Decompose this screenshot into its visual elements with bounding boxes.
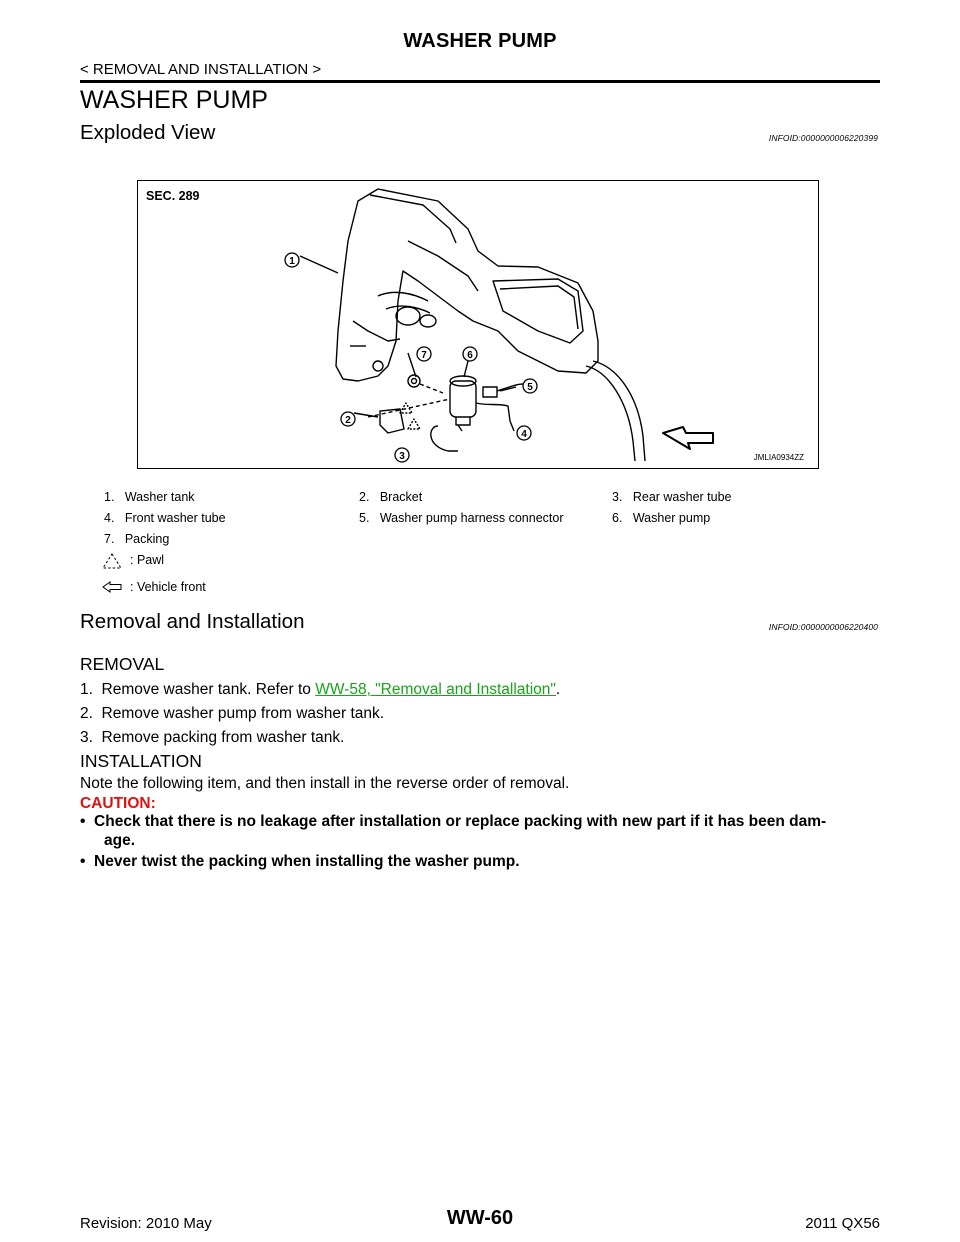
callout-1: 1 xyxy=(289,256,295,267)
footer-page-number: WW-60 xyxy=(446,1207,514,1229)
exploded-view-figure xyxy=(137,180,819,469)
pawl-symbol-icon xyxy=(101,552,123,570)
legend-vehicle-front: : Vehicle front xyxy=(130,580,206,594)
packing-shape xyxy=(408,375,420,387)
installation-note: Note the following item, and then install in the reverse order of removal. xyxy=(80,775,570,792)
callout-5: 5 xyxy=(527,382,533,393)
section-heading-exploded-view: Exploded View xyxy=(80,121,216,144)
callout-7: 7 xyxy=(421,350,427,361)
breadcrumb: < REMOVAL AND INSTALLATION > xyxy=(80,61,322,78)
harness-connector-shape xyxy=(483,387,497,397)
removal-step-3: 3. Remove packing from washer tank. xyxy=(80,729,345,746)
reference-link[interactable]: WW-58, "Removal and Installation" xyxy=(315,681,556,698)
footer-revision: Revision: 2010 May xyxy=(80,1215,212,1232)
caution-bullet-1-continuation: age. xyxy=(104,832,136,849)
removal-heading: REMOVAL xyxy=(80,654,165,674)
infoid-removal-installation: INFOID:0000000006220400 xyxy=(768,622,878,632)
infoid-exploded-view: INFOID:0000000006220399 xyxy=(768,133,878,143)
vehicle-front-symbol-icon xyxy=(101,580,123,594)
legend-item: 7. Packing xyxy=(104,532,170,546)
legend-item: 2. Bracket xyxy=(359,490,423,504)
callout-4: 4 xyxy=(521,429,527,440)
removal-step-1-text: 1. Remove washer tank. Refer to xyxy=(80,681,316,698)
page-title: WASHER PUMP xyxy=(80,86,268,114)
caution-bullet-2: • Never twist the packing when installing the washer pump. xyxy=(80,853,520,870)
installation-heading: INSTALLATION xyxy=(80,751,202,771)
header-divider xyxy=(80,80,880,83)
figure-code: JMLIA0934ZZ xyxy=(753,453,804,462)
callout-3: 3 xyxy=(399,451,405,462)
caution-label: CAUTION: xyxy=(80,795,156,812)
callout-6: 6 xyxy=(467,350,473,361)
vehicle-front-arrow-shape xyxy=(663,427,713,449)
removal-step-2: 2. Remove washer pump from washer tank. xyxy=(80,705,385,722)
legend-item: 5. Washer pump harness connector xyxy=(359,511,564,525)
footer-model: 2011 QX56 xyxy=(805,1215,880,1232)
legend-item: 6. Washer pump xyxy=(612,511,711,525)
legend-pawl: : Pawl xyxy=(130,553,165,567)
legend-item: 4. Front washer tube xyxy=(104,511,226,525)
caution-bullet-1: • Check that there is no leakage after installation or replace packing with new part if it has been dam- xyxy=(80,813,827,830)
removal-step-1-end: . xyxy=(555,681,561,698)
legend-item: 3. Rear washer tube xyxy=(612,490,732,504)
front-washer-tube-shape xyxy=(476,403,510,421)
legend-item: 1. Washer tank xyxy=(104,490,195,504)
section-heading-removal-installation: Removal and Installation xyxy=(80,610,305,633)
removal-step-1 xyxy=(80,681,560,699)
callout-2: 2 xyxy=(345,415,351,426)
header-title: WASHER PUMP xyxy=(403,30,557,52)
rear-washer-tube-shape xyxy=(431,426,458,451)
washer-pump-diagram xyxy=(138,181,819,469)
section-label: SEC. 289 xyxy=(146,189,200,203)
